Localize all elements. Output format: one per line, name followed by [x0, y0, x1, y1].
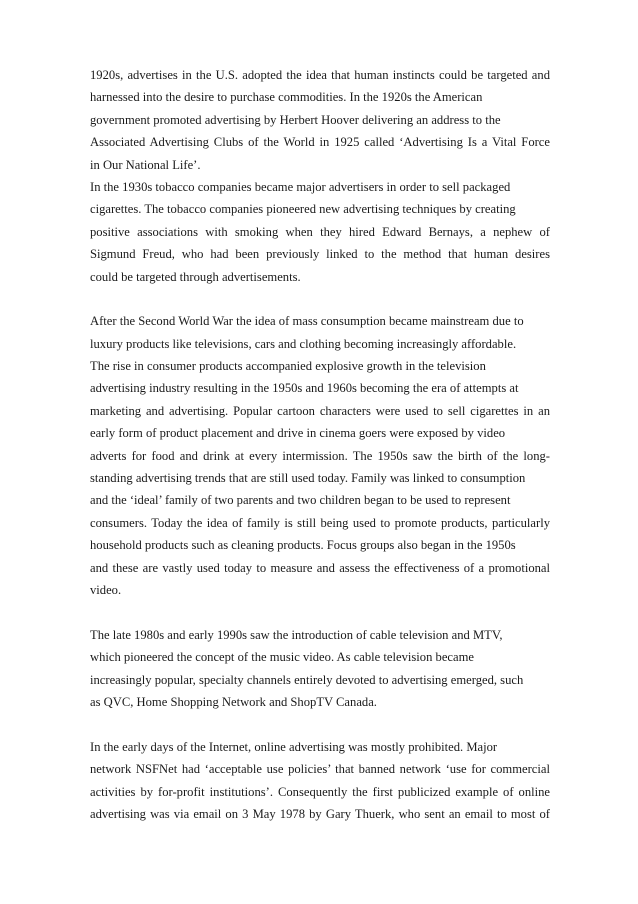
body-text: [90, 64, 550, 825]
text-line: luxury products like televisions, cars and clothing becoming increasingly affordable.: [90, 336, 517, 351]
text-line: positive associations with smoking when they hired Edward Bernays, a nephew of: [90, 224, 550, 239]
text-line: 1920s, advertises in the U.S. adopted the idea that human instincts could be targeted and: [90, 68, 550, 82]
text-line: cigarettes. The tobacco companies pioneered new advertising techniques by creating: [90, 202, 516, 217]
text-line: The rise in consumer products accompanied explosive growth in the television: [90, 359, 486, 374]
text-line: as QVC, Home Shopping Network and ShopTV Canada.: [90, 694, 377, 709]
text-line: After the Second World War the idea of mass consumption became mainstream due to: [90, 314, 524, 329]
text-line: network NSFNet had ‘acceptable use policies’ that banned network ‘use for commercial: [90, 762, 550, 777]
text-line: adverts for food and drink at every intermission. The 1950s saw the birth of the long-: [90, 448, 550, 463]
text-line: video.: [90, 582, 122, 597]
text-line: activities by for-profit institutions’. Consequently the first publicized example of online: [90, 784, 550, 799]
text-line: In the 1930s tobacco companies became major advertisers in order to sell packaged: [90, 179, 511, 194]
text-line: which pioneered the concept of the music video. As cable television became: [90, 650, 474, 665]
text-line: The late 1980s and early 1990s saw the introduction of cable television and MTV,: [90, 627, 503, 642]
text-line: marketing and advertising. Popular cartoon characters were used to sell cigarettes in an: [90, 403, 550, 418]
paragraph: [90, 624, 550, 714]
text-line: in Our National Life’.: [90, 157, 201, 172]
text-line: Sigmund Freud, who had been previously linked to the method that human desires: [90, 247, 550, 262]
text-line: and these are vastly used today to measure and assess the effectiveness of a promotional: [90, 560, 550, 575]
text-line: could be targeted through advertisements.: [90, 269, 301, 284]
paragraph-gap: [90, 713, 550, 735]
paragraph-gap: [90, 288, 550, 310]
text-line: advertising industry resulting in the 1950s and 1960s becoming the era of attempts at: [90, 381, 519, 396]
text-line: increasingly popular, specialty channels entirely devoted to advertising emerged, such: [90, 672, 524, 687]
paragraph-gap: [90, 601, 550, 623]
paragraph: [90, 176, 550, 288]
text-line: Associated Advertising Clubs of the World in 1925 called ‘Advertising Is a Vital Force: [90, 135, 550, 150]
text-line: early form of product placement and drive in cinema goers were exposed by video: [90, 426, 506, 441]
text-line: harnessed into the desire to purchase commodities. In the 1920s the American: [90, 90, 483, 105]
text-line: advertising was via email on 3 May 1978 by Gary Thuerk, who sent an email to most of: [90, 806, 550, 821]
text-line: standing advertising trends that are still used today. Family was linked to consumption: [90, 471, 526, 486]
text-line: In the early days of the Internet, online advertising was mostly prohibited. Major: [90, 739, 498, 754]
paragraph: [90, 64, 550, 176]
text-line: household products such as cleaning products. Focus groups also began in the 1950s: [90, 538, 516, 553]
paragraph: [90, 310, 550, 601]
text-line: and the ‘ideal’ family of two parents and two children began to be used to represent: [90, 493, 511, 508]
paragraph: [90, 736, 550, 826]
text-line: consumers. Today the idea of family is still being used to promote products, particularly: [90, 515, 550, 530]
text-line: government promoted advertising by Herbert Hoover delivering an address to the: [90, 112, 501, 127]
